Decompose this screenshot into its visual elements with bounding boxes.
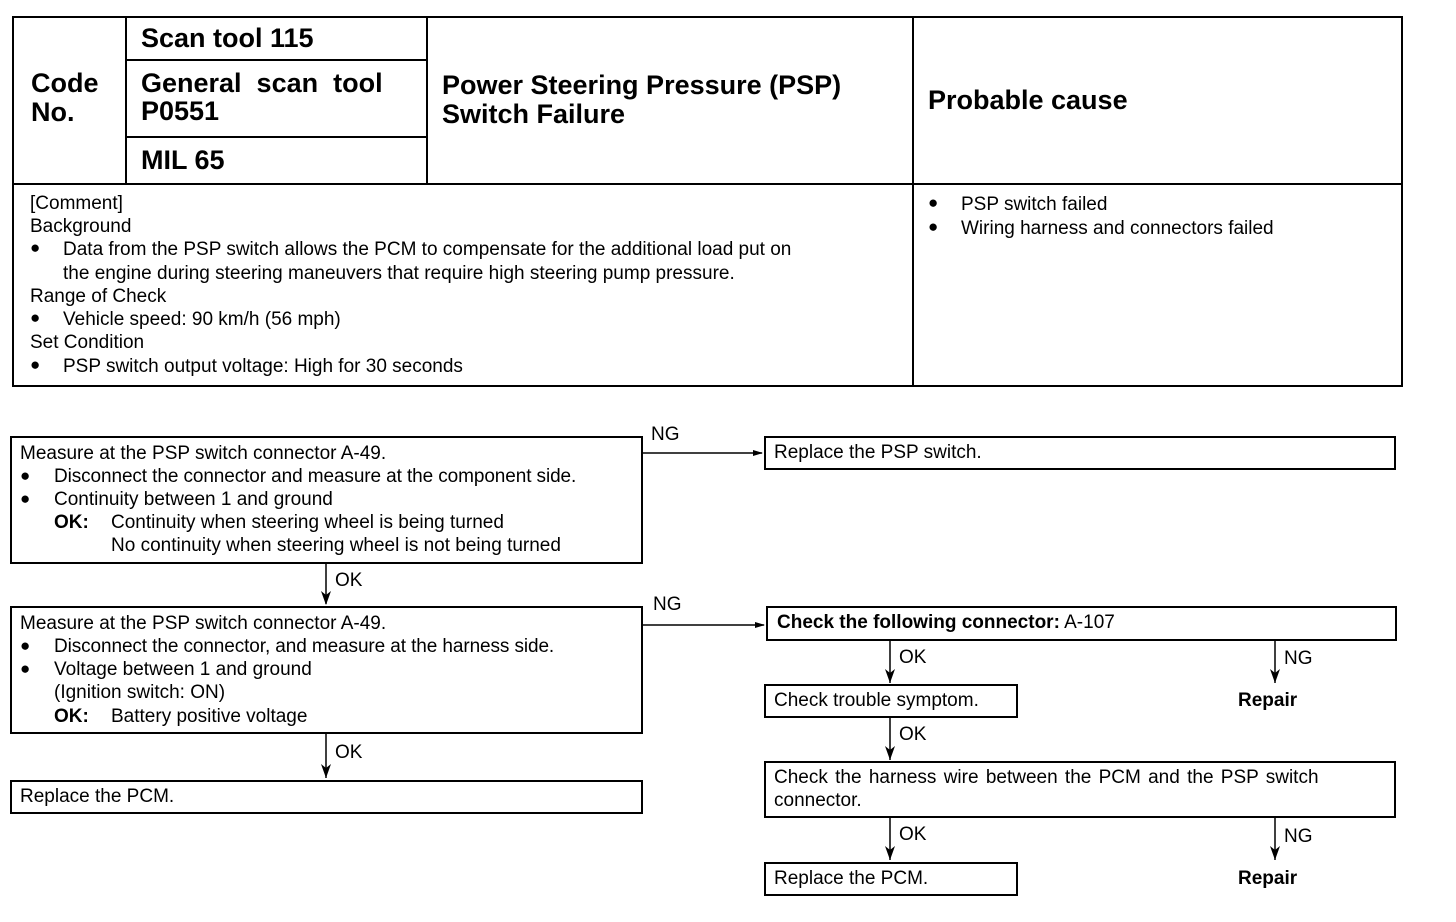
ok-label: OK	[899, 824, 927, 845]
mil-code: MIL 65	[141, 145, 225, 175]
repair-label: Repair	[1238, 868, 1298, 889]
probable-cause-item: Wiring harness and connectors failed	[961, 218, 1274, 239]
ng-label: NG	[1284, 648, 1313, 669]
comment-label: [Comment]	[30, 193, 123, 214]
bullet-icon: ●	[20, 636, 31, 655]
bullet-icon: ●	[928, 217, 939, 236]
step1-ok-text: No continuity when steering wheel is not being turned	[111, 535, 561, 556]
check-harness-text: connector.	[774, 790, 862, 811]
replace-pcm-text: Replace the PCM.	[774, 868, 929, 889]
ng-label: NG	[651, 424, 680, 445]
check-connector-text	[777, 611, 1115, 634]
range-label: Range of Check	[30, 286, 167, 307]
check-connector-value: A-107	[1059, 612, 1115, 633]
set-condition-label: Set Condition	[30, 332, 145, 353]
background-label: Background	[30, 216, 132, 237]
ng-label: NG	[1284, 826, 1313, 847]
step1-ok-text: Continuity when steering wheel is being turned	[111, 512, 504, 533]
step2-title: Measure at the PSP switch connector A-49.	[20, 613, 387, 634]
bullet-icon: ●	[20, 466, 31, 485]
ok-label: OK:	[54, 706, 89, 727]
ok-label: OK	[335, 570, 363, 591]
repair-label: Repair	[1238, 690, 1298, 711]
bullet-icon: ●	[30, 308, 41, 327]
step2-item-sub: (Ignition switch: ON)	[54, 682, 226, 703]
ok-label: OK	[335, 742, 363, 763]
step2-item: Disconnect the connector, and measure at the harness side.	[54, 636, 555, 657]
step2-ok-text: Battery positive voltage	[111, 706, 308, 727]
probable-cause-item: PSP switch failed	[961, 194, 1108, 215]
range-item: Vehicle speed: 90 km/h (56 mph)	[63, 309, 341, 330]
step1-item: Continuity between 1 and ground	[54, 489, 333, 510]
general-scan-tool-code: General scan tool P0551	[141, 68, 383, 126]
fault-title: Power Steering Pressure (PSP) Switch Failure	[442, 70, 842, 129]
step2-item: Voltage between 1 and ground	[54, 659, 312, 680]
scan-tool-code: Scan tool 115	[141, 23, 314, 53]
check-connector-label: Check the following connector:	[777, 612, 1060, 633]
ng-label: NG	[653, 594, 682, 615]
bullet-icon: ●	[928, 193, 939, 212]
bullet-icon: ●	[30, 355, 41, 374]
probable-cause-title: Probable cause	[928, 85, 1128, 115]
set-condition-item: PSP switch output voltage: High for 30 seconds	[63, 356, 463, 377]
step1-title: Measure at the PSP switch connector A-49.	[20, 443, 387, 464]
code-no-label: Code No.	[31, 68, 99, 127]
check-harness-text: Check the harness wire between the PCM and the PSP switch	[774, 767, 1319, 788]
bullet-icon: ●	[20, 659, 31, 678]
ok-label: OK:	[54, 512, 89, 533]
background-text: the engine during steering maneuvers that require high steering pump pressure.	[63, 263, 735, 284]
ok-label: OK	[899, 724, 927, 745]
replace-psp-switch-text: Replace the PSP switch.	[774, 442, 982, 463]
bullet-icon: ●	[20, 489, 31, 508]
ok-label: OK	[899, 647, 927, 668]
background-text: Data from the PSP switch allows the PCM to compensate for the additional load put on	[63, 239, 792, 260]
replace-pcm-text: Replace the PCM.	[20, 786, 175, 807]
check-trouble-text: Check trouble symptom.	[774, 690, 979, 711]
bullet-icon: ●	[30, 238, 41, 257]
step1-item: Disconnect the connector and measure at the component side.	[54, 466, 577, 487]
